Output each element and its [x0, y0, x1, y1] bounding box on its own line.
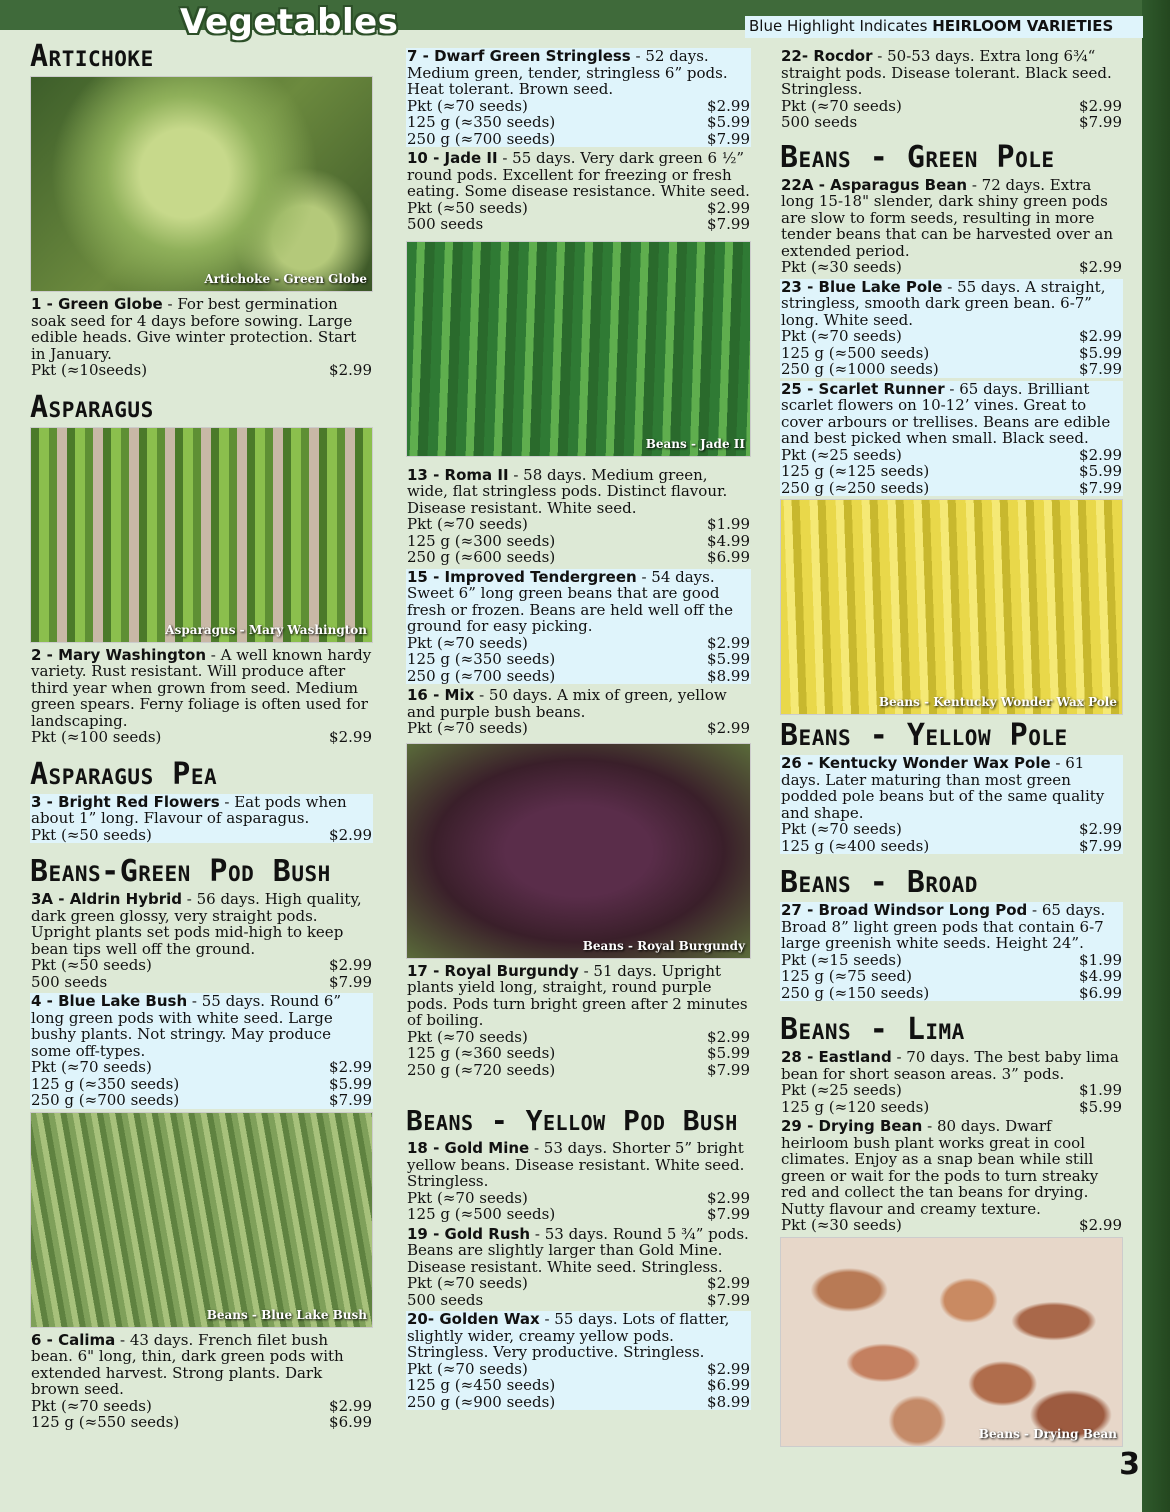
product-item: [406, 963, 751, 1079]
heirloom-legend-text: Blue Highlight Indicates: [749, 17, 933, 35]
photo-caption: Beans - Kentucky Wonder Wax Pole: [878, 695, 1117, 709]
product-item: [406, 569, 751, 685]
item-name: 2 - Mary Washington: [31, 645, 207, 664]
price-row: Pkt (≈70 seeds) $1.99: [407, 515, 750, 533]
column-3: [780, 48, 1123, 1451]
item-description: 2 - Mary Washington - A well known hardy variety. Rust resistant. Will produce after third year when grown from seed. Medium green spears. Ferny foliage is often used for landscaping.: [31, 645, 372, 730]
product-item: [406, 1311, 751, 1410]
page-title: Vegetables: [180, 2, 399, 42]
item-name: 15 - Improved Tendergreen: [407, 567, 637, 586]
photo-caption: Beans - Jade II: [645, 436, 745, 451]
item-name: 13 - Roma II: [407, 465, 509, 484]
item-name: 10 - Jade II: [407, 149, 498, 167]
photo-caption: Beans - Royal Burgundy: [582, 938, 745, 953]
section-title-yellow-pod-bush: Beans - Yellow Pod Bush: [406, 1104, 738, 1137]
photo-kentucky-wonder: [780, 499, 1123, 715]
item-description: 10 - Jade II - 55 days. Very dark green 6 ½” round pods. Excellent for freezing or fresh eating. Some disease resistance. White seed.: [407, 149, 750, 200]
product-item: [406, 1226, 751, 1309]
item-description: 13 - Roma II - 58 days. Medium green, wide, flat stringless pods. Distinct flavour. Disease resistant. White seed.: [407, 465, 728, 517]
price-row: 250 g (≈900 seeds) $8.99: [407, 1392, 750, 1411]
price-row: 500 seeds $7.99: [31, 972, 372, 991]
product-item: [406, 467, 751, 566]
price-row: 125 g (≈350 seeds) $5.99: [31, 1074, 372, 1093]
product-item: [780, 48, 1123, 131]
price-row: Pkt (≈70 seeds) $2.99: [407, 719, 750, 737]
product-item: [406, 687, 751, 737]
price-row: 125 g (≈350 seeds) $5.99: [407, 113, 750, 131]
item-name: 25 - Scarlet Runner: [781, 379, 945, 398]
price-row: Pkt (≈15 seeds) $1.99: [781, 950, 1122, 969]
item-name: 27 - Broad Windsor Long Pod: [781, 901, 1028, 919]
item-name: 19 - Gold Rush: [407, 1224, 531, 1243]
product-item: [780, 902, 1123, 1001]
price-row: 125 g (≈500 seeds) $7.99: [407, 1205, 750, 1223]
item-name: 16 - Mix: [407, 686, 475, 704]
product-item: [780, 755, 1123, 854]
price-row: 250 g (≈250 seeds) $7.99: [781, 478, 1122, 497]
price-row: 500 seeds $7.99: [407, 1290, 750, 1309]
item-description: 29 - Drying Bean - 80 days. Dwarf heirloom bush plant works great in cool climates. Enjoy as a snap bean while still green or wait for the pods to turn streaky red and collect the tan beans for drying. Nutty flavour and creamy texture.: [781, 1117, 1099, 1218]
price-row: 250 g (≈720 seeds) $7.99: [407, 1060, 750, 1079]
product-item: [30, 993, 373, 1109]
product-item: [780, 1049, 1123, 1115]
photo-caption: Beans - Drying Bean: [978, 1426, 1117, 1441]
product-item: [780, 177, 1123, 276]
photo-blue-lake-bush: [30, 1112, 373, 1328]
product-item: [780, 1118, 1123, 1234]
photo-royal-burgundy: [406, 743, 751, 959]
price-row: 125 g (≈125 seeds) $5.99: [781, 462, 1122, 480]
price-row: 125 g (≈500 seeds) $5.99: [781, 343, 1122, 362]
price-row: Pkt (≈70 seeds) $2.99: [407, 96, 750, 115]
price-row: 125 g (≈350 seeds) $5.99: [407, 650, 750, 668]
price-row: Pkt (≈50 seeds) $2.99: [31, 825, 372, 844]
product-item: [30, 647, 373, 746]
section-title-yellow-pole: Beans - Yellow Pole: [780, 718, 1068, 753]
item-description: 6 - Calima - 43 days. French filet bush bean. 6" long, thin, dark green pods with extended harvest. Strong plants. Dark brown seed.: [31, 1330, 344, 1398]
item-name: 6 - Calima: [31, 1330, 116, 1349]
product-item: [406, 150, 751, 233]
item-description: 25 - Scarlet Runner - 65 days. Brilliant scarlet flowers on 10-12’ vines. Great to cover arbours or trellises. Beans are edible and best picked when small. Black seed.: [781, 379, 1111, 447]
price-row: 500 seeds $7.99: [781, 113, 1122, 131]
price-row: 500 seeds $7.99: [407, 215, 750, 233]
price-row: 250 g (≈600 seeds) $6.99: [407, 548, 750, 566]
price-row: 250 g (≈700 seeds) $7.99: [407, 129, 750, 148]
price-row: Pkt (≈70 seeds) $2.99: [31, 1396, 372, 1415]
item-name: 3A - Aldrin Hybrid: [31, 890, 182, 908]
product-item: [30, 296, 373, 379]
photo-caption: Asparagus - Mary Washington: [165, 622, 367, 637]
item-description: 15 - Improved Tendergreen - 54 days. Sweet 6” long green beans that are good fresh or frozen. Beans are held well off the ground for easy picking.: [407, 567, 733, 635]
price-row: Pkt (≈70 seeds) $2.99: [407, 1274, 750, 1292]
item-description: 16 - Mix - 50 days. A mix of green, yellow and purple bush beans.: [407, 686, 727, 721]
price-row: Pkt (≈25 seeds) $2.99: [781, 445, 1122, 464]
section-title-green-pod-bush: Beans-Green Pod Bush: [30, 854, 331, 889]
item-name: 1 - Green Globe: [31, 295, 163, 313]
product-item: [780, 381, 1123, 497]
price-row: Pkt (≈25 seeds) $1.99: [781, 1081, 1122, 1099]
price-row: 125 g (≈360 seeds) $5.99: [407, 1044, 750, 1062]
price-row: 125 g (≈550 seeds) $6.99: [31, 1413, 372, 1431]
photo-artichoke: [30, 76, 373, 292]
item-name: 28 - Eastland: [781, 1048, 892, 1066]
item-name: 7 - Dwarf Green Stringless: [407, 47, 631, 65]
price-row: 250 g (≈700 seeds) $8.99: [407, 666, 750, 685]
section-title-artichoke: Artichoke: [30, 39, 154, 74]
item-name: 22A - Asparagus Bean: [781, 175, 968, 194]
item-description: 22A - Asparagus Bean - 72 days. Extra long 15-18" slender, dark shiny green pods are slow to form seeds, resulting in more tender beans that can be harvested over an extended period.: [781, 175, 1113, 260]
price-row: Pkt (≈100 seeds) $2.99: [31, 728, 372, 746]
item-description: 19 - Gold Rush - 53 days. Round 5 ¾” pods. Beans are slightly larger than Gold Mine. Disease resistant. White seed. Stringless.: [407, 1224, 749, 1276]
price-row: Pkt (≈30 seeds) $2.99: [781, 258, 1122, 276]
heirloom-legend: [745, 16, 1143, 38]
product-item: [406, 1140, 751, 1223]
section-title-asparagus: Asparagus: [30, 389, 154, 425]
section-title-green-pole: Beans - Green Pole: [780, 139, 1055, 175]
item-name: 29 - Drying Bean: [781, 1117, 923, 1135]
price-row: Pkt (≈50 seeds) $2.99: [407, 198, 750, 217]
price-row: 125 g (≈400 seeds) $7.99: [781, 836, 1122, 855]
column-2: [406, 48, 751, 1413]
product-item: [30, 1332, 373, 1431]
price-row: Pkt (≈70 seeds) $2.99: [781, 820, 1122, 838]
item-name: 22- Rocdor: [781, 47, 873, 65]
item-name: 17 - Royal Burgundy: [407, 961, 579, 980]
price-row: Pkt (≈50 seeds) $2.99: [31, 956, 372, 974]
item-description: 27 - Broad Windsor Long Pod - 65 days. Broad 8” light green pods that contain 6-7 large greenish white seeds. Height 24”.: [781, 901, 1106, 952]
column-1: [30, 38, 373, 1434]
item-name: 3 - Bright Red Flowers: [31, 792, 220, 811]
item-description: 23 - Blue Lake Pole - 55 days. A straight, stringless, smooth dark green bean. 6-7” long. White seed.: [781, 277, 1106, 329]
price-row: Pkt (≈70 seeds) $2.99: [407, 1188, 750, 1207]
product-item: [406, 48, 751, 147]
product-item: [30, 891, 373, 990]
item-description: 18 - Gold Mine - 53 days. Shorter 5” bright yellow beans. Disease resistant. White seed. Stringless.: [407, 1139, 745, 1190]
photo-caption: Beans - Blue Lake Bush: [206, 1307, 367, 1322]
heirloom-legend-bold: HEIRLOOM VARIETIES: [932, 17, 1114, 35]
item-name: 23 - Blue Lake Pole: [781, 277, 943, 296]
photo-drying-bean: [780, 1237, 1123, 1447]
item-description: 26 - Kentucky Wonder Wax Pole - 61 days. Later maturing than most green podded pole beans but of the same quality and shape.: [781, 754, 1105, 822]
price-row: Pkt (≈70 seeds) $2.99: [407, 1359, 750, 1378]
price-row: 125 g (≈300 seeds) $4.99: [407, 531, 750, 550]
photo-jade-ii: [406, 241, 751, 457]
price-row: 125 g (≈75 seed) $4.99: [781, 967, 1122, 985]
price-row: Pkt (≈70 seeds) $2.99: [407, 1027, 750, 1046]
price-row: Pkt (≈70 seeds) $2.99: [781, 327, 1122, 345]
section-title-lima: Beans - Lima: [780, 1012, 965, 1047]
price-row: 250 g (≈150 seeds) $6.99: [781, 983, 1122, 1002]
item-description: 4 - Blue Lake Bush - 55 days. Round 6” long green pods with white seed. Large bushy plants. Not stringy. May produce some off-types.: [31, 992, 342, 1060]
price-row: Pkt (≈70 seeds) $2.99: [407, 633, 750, 652]
product-item: [30, 794, 373, 844]
page-number: 3: [1119, 1447, 1140, 1482]
right-edge-bar: [1142, 0, 1170, 1512]
item-name: 4 - Blue Lake Bush: [31, 992, 188, 1010]
item-name: 26 - Kentucky Wonder Wax Pole: [781, 754, 1051, 772]
item-description: 20- Golden Wax - 55 days. Lots of flatter, slightly wider, creamy yellow pods. Stringless. Very productive. Stringless.: [407, 1310, 730, 1361]
item-description: 3A - Aldrin Hybrid - 56 days. High quality, dark green glossy, very straight pods. Upright plants set pods mid-high to keep bean tips well off the ground.: [31, 890, 362, 958]
item-description: 3 - Bright Red Flowers - Eat pods when about 1” long. Flavour of asparagus.: [31, 792, 347, 827]
item-description: 28 - Eastland - 70 days. The best baby lima bean for short season areas. 3” pods.: [781, 1048, 1119, 1083]
price-row: 125 g (≈450 seeds) $6.99: [407, 1376, 750, 1394]
price-row: Pkt (≈70 seeds) $2.99: [781, 96, 1122, 115]
price-row: 250 g (≈700 seeds) $7.99: [31, 1091, 372, 1109]
section-title-broad: Beans - Broad: [780, 865, 978, 900]
item-description: 1 - Green Globe - For best germination soak seed for 4 days before sowing. Large edible heads. Give winter protection. Start in January.: [31, 295, 357, 363]
price-row: Pkt (≈10seeds) $2.99: [31, 361, 372, 379]
item-description: 22- Rocdor - 50-53 days. Extra long 6¾“ straight pods. Disease tolerant. Black seed. Stringless.: [781, 47, 1112, 98]
item-name: 18 - Gold Mine: [407, 1139, 530, 1157]
price-row: Pkt (≈30 seeds) $2.99: [781, 1216, 1122, 1234]
photo-asparagus: [30, 427, 373, 643]
item-name: 20- Golden Wax: [407, 1310, 540, 1328]
photo-caption: Artichoke - Green Globe: [204, 272, 367, 286]
item-description: 7 - Dwarf Green Stringless - 52 days. Medium green, tender, stringless 6” pods. Heat tolerant. Brown seed.: [407, 47, 728, 98]
section-title-asparagus-pea: Asparagus Pea: [30, 756, 218, 792]
price-row: 125 g (≈120 seeds) $5.99: [781, 1097, 1122, 1116]
price-row: Pkt (≈70 seeds) $2.99: [31, 1058, 372, 1076]
price-row: 250 g (≈1000 seeds) $7.99: [781, 360, 1122, 378]
product-item: [780, 279, 1123, 378]
item-description: 17 - Royal Burgundy - 51 days. Upright plants yield long, straight, round purple pods. Pods turn bright green after 2 minutes of boiling.: [407, 961, 748, 1029]
